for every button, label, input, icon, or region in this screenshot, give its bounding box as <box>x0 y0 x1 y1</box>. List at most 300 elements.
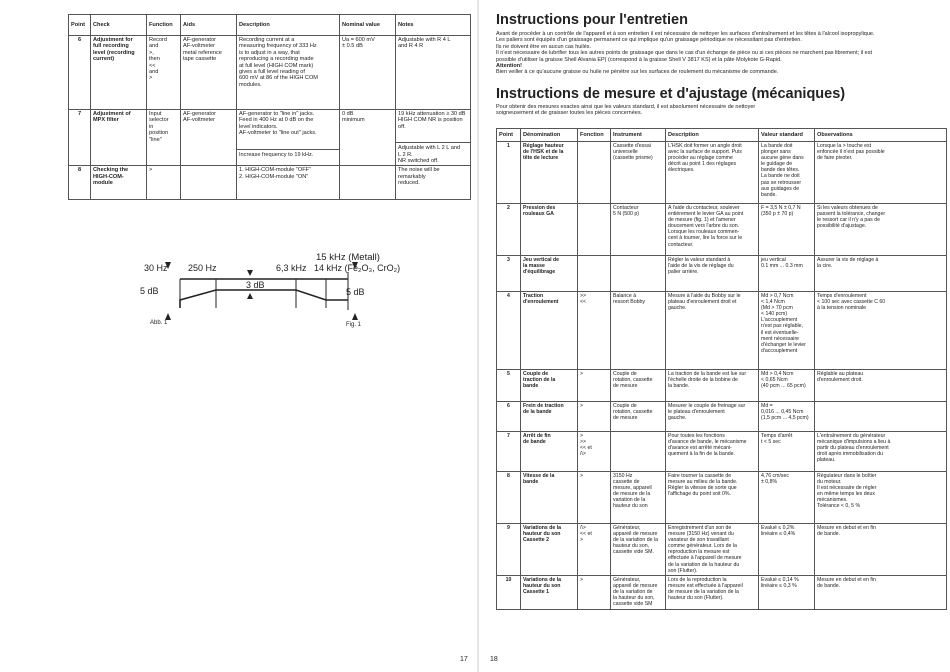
cell-point: 1 <box>497 142 521 204</box>
cell-line: linéaire ≤ 0,4% <box>761 531 796 538</box>
cell-line: modules. <box>239 81 262 88</box>
cell-line: Temps d'arrêt <box>761 433 793 439</box>
cell-line: de faire pivoter. <box>817 155 853 162</box>
cell-line: aucune gène dans <box>761 155 804 162</box>
cell-line: rotation, cassette <box>613 409 653 416</box>
cell-fonction <box>578 432 611 472</box>
cell-point: 4 <box>497 292 521 370</box>
cell-line: << <box>149 62 156 69</box>
cell-observations <box>815 142 947 204</box>
cell-line: > <box>580 433 584 439</box>
cell-line: Lorsque les rouleaux commen- <box>668 229 740 236</box>
cell-line: d'accouplement <box>761 347 798 354</box>
cell-line: > <box>149 167 153 174</box>
cell-instrument <box>611 204 666 256</box>
cell-line: Cassette d'essai <box>613 143 651 149</box>
cell-line: Réglage hauteur <box>523 143 564 149</box>
cell-point: 3 <box>497 256 521 292</box>
table-row <box>497 370 947 402</box>
cell-point: 2 <box>497 204 521 256</box>
cell-line: plateau d'enroulement droit et <box>668 299 737 306</box>
cell-line: son (Flutter). <box>668 567 698 574</box>
cell-denomination <box>521 432 578 472</box>
cell-line: > <box>149 75 153 82</box>
para1-line: Avant de procéder à un contrôle de l'appareil et à son entretien il est nécessaire de nettoyer les surfaces d'entraînement et les têtes à l'alcool isopropylique. <box>496 31 875 37</box>
cell-notes <box>396 166 471 200</box>
cell-point: 8 <box>69 166 91 200</box>
cell-line: and R 4 R <box>398 43 424 50</box>
cell-point: 7 <box>497 432 521 472</box>
cell-description <box>666 575 759 609</box>
cell-line: AF-voltmeter <box>183 43 216 50</box>
cell-line: > <box>580 403 584 409</box>
cell-line: traction de la <box>523 377 556 384</box>
cell-line: AF-voltmeter <box>183 117 216 124</box>
cell-line: is to adjust in a way, that <box>239 49 300 56</box>
col-point: Point <box>69 15 91 36</box>
cell-fonction <box>578 292 611 370</box>
cell-line: L'entraînement du générateur <box>817 433 886 439</box>
cell-line: de la variation de <box>613 588 653 595</box>
cell-description <box>666 402 759 432</box>
cell-fonction <box>578 256 611 292</box>
cell-line: MPX filter <box>93 117 119 124</box>
cell-line: HIGH COM NR is position off. <box>398 117 463 130</box>
cell-valeur <box>759 402 815 432</box>
cell-line: reduced. <box>398 180 420 187</box>
label-30hz: 30 Hz <box>144 263 168 273</box>
cell-line: la hauteur du son, <box>613 595 655 602</box>
cell-line: de la variation de la hauteur du <box>668 561 740 568</box>
col-fonction: Fonction <box>578 129 611 142</box>
cell-line: du moteur. <box>817 479 842 486</box>
arrow-3db-bottom <box>247 293 253 299</box>
cell-line: < 0,65 Ncm <box>761 377 788 384</box>
cell-line: hauteur du son <box>523 531 561 538</box>
cell-line: Mesurer le couple de freinage sur <box>668 403 746 409</box>
cell-line: (cassette prisme) <box>613 155 653 162</box>
cell-line: linéaire ≤ 0,3 % <box>761 582 797 589</box>
cell-line: 1. HIGH-COM-module "OFF" <box>239 167 312 174</box>
cell-line: metal reference <box>183 49 222 56</box>
cell-function <box>147 110 181 166</box>
cell-line: then <box>149 56 160 63</box>
cell-line: il est éventuelle- <box>761 329 799 336</box>
cell-description <box>237 110 340 166</box>
cell-line: plonger sans <box>761 149 791 156</box>
cell-line: ± 0,8% <box>761 479 778 486</box>
cell-line: variation de la <box>613 497 646 504</box>
cell-line: /\> <box>580 451 586 458</box>
cell-point: 7 <box>69 110 91 166</box>
col-function: Function <box>147 15 181 36</box>
col-check: Check <box>91 15 147 36</box>
cell-line: Jeu vertical de <box>523 257 560 263</box>
cell-instrument <box>611 472 666 524</box>
cell-line: ment nécessaire <box>761 335 800 342</box>
cell-line: F = 3,5 N ± 0,7 N <box>761 205 801 211</box>
title-entretien: Instructions pour l'entretien <box>496 12 688 28</box>
cell-line: contacteur. <box>668 241 694 248</box>
cell-line: (40 pcm ... 65 pcm) <box>761 383 806 390</box>
cell-line: Mesure en debut et en fin <box>817 525 876 531</box>
cell-line: Pression des <box>523 205 556 211</box>
cell-line: pas se retrousser <box>761 179 802 186</box>
cell-valeur <box>759 472 815 524</box>
cell-fonction <box>578 402 611 432</box>
table-row <box>497 575 947 609</box>
cell-line: reproducing a recording made <box>239 56 314 63</box>
cell-point: 9 <box>497 524 521 576</box>
cell-line: Lors de la reproduction la <box>668 576 727 583</box>
cell-line: d'enroulement <box>523 299 559 306</box>
cell-line: appareil de mesure <box>613 582 658 589</box>
cell-line: la masse <box>523 263 545 270</box>
cell-line: selector <box>149 117 169 124</box>
label-14khz: 14 kHz (Fe₂O₃, CrO₂) <box>314 263 401 273</box>
table-row <box>69 166 471 200</box>
cell-line: gives a full level reading of <box>239 69 305 76</box>
cell-line: de la variation de la <box>613 537 658 544</box>
cell-line: Couple de <box>613 371 637 377</box>
cell-line: l'échelle droite de la bobine de <box>668 377 738 384</box>
cell-denomination <box>521 292 578 370</box>
cell-line: le plateau d'enroulement <box>668 409 725 416</box>
cell-line: d'avance de bande, le mécanisme <box>668 439 747 446</box>
cell-line: Cassette 2 <box>523 537 549 544</box>
para1b-line: Bien veiller à ce qu'aucune graisse ou huile ne pénètre sur les surfaces de roulement du mécanisme de commande. <box>496 69 779 76</box>
label-15khz: 15 kHz (Metall) <box>316 252 380 263</box>
cell-line: 600 mV at 86 of the HIGH COM <box>239 75 318 82</box>
cell-line: La traction de la bande est lue sur <box>668 371 747 377</box>
cell-line: Tolérance < 0, 5 % <box>817 503 861 510</box>
table-row <box>497 402 947 432</box>
para-mesure <box>496 104 946 117</box>
cell-line: >, <box>149 49 154 56</box>
cell-line: de l'HSK et de la <box>523 149 564 156</box>
cell-line: The noise will be remarkably <box>398 167 440 180</box>
table-row <box>497 524 947 576</box>
cell-line: hauteur du son <box>613 503 648 510</box>
cell-notes <box>396 36 471 110</box>
cell-line: Temps d'enroulement <box>817 293 867 299</box>
cell-line: L'accouplement <box>761 317 798 324</box>
cell-line: Evalué ≤ 0,2% <box>761 525 795 531</box>
cell-line: enfoncée il n'est pas possible <box>817 149 885 156</box>
label-abb: Abb. 1 <box>150 320 168 326</box>
cell-line: comme générateur. Lors de la <box>668 543 737 550</box>
cell-line: 0 dB <box>342 111 354 117</box>
cell-line: doucement vers l'arbre du son. <box>668 223 740 230</box>
cell-line: full recording <box>93 43 129 50</box>
cell-point: 6 <box>69 36 91 110</box>
cell-line: AF-generator <box>183 37 216 43</box>
col-point: Point <box>497 129 521 142</box>
cell-line: effectuée à l'appareil de mesure <box>668 555 742 562</box>
cell-valeur <box>759 432 815 472</box>
cell-line: HIGH-COM- <box>93 173 124 180</box>
french-measure-table <box>496 128 947 610</box>
col-denomination: Dénomination <box>521 129 578 142</box>
cell-line: measuring frequency of 333 Hz <box>239 43 317 50</box>
col-description: Description <box>666 129 759 142</box>
cell-line: > <box>580 576 584 583</box>
cell-instrument <box>611 292 666 370</box>
cell-line: Lorsque la > touche est <box>817 143 872 149</box>
cell-line: current) <box>93 56 115 63</box>
table-row <box>497 204 947 256</box>
cell-line: Régler la vitesse de sorte que <box>668 485 737 492</box>
label-250hz: 250 Hz <box>188 263 217 273</box>
cell-line: avec la surface de support. Puis <box>668 149 742 156</box>
cell-fonction <box>578 575 611 609</box>
para2-line: Pour obtenir des mesures exactes ainsi que les valeurs standard, il est absolument nécessaire de nettoyer <box>496 104 756 110</box>
label-5db-left: 5 dB <box>140 286 159 296</box>
para1-line: Il n'est nécessaire de lubrifier tous les autres points de graissage que dans le cas d'un échange de pièce ou si ces pièces ne marchent pas librement; il est <box>496 50 873 57</box>
cell-observations <box>815 292 947 370</box>
cell-line: < 140 pcm) <box>761 311 788 318</box>
cell-description <box>666 370 759 402</box>
cell-denomination <box>521 256 578 292</box>
attention-label: Attention! <box>496 63 522 70</box>
col-description: Description <box>237 15 340 36</box>
para1-line: Ils ne doivent être en aucun cas huilés. <box>496 43 592 50</box>
cell-line: Si les valeurs obtenues de <box>817 205 878 211</box>
cell-denomination <box>521 204 578 256</box>
cell-aids <box>181 110 237 166</box>
cell-line: d'enroulement droit. <box>817 377 863 384</box>
cell-line: Input <box>149 111 162 117</box>
cell-line: jeu vertical <box>761 257 786 263</box>
cell-line: > <box>580 473 584 479</box>
cell-line: gauche. <box>668 305 687 312</box>
cell-line: module <box>93 180 113 187</box>
cell-denomination <box>521 472 578 524</box>
cell-instrument <box>611 575 666 609</box>
cell-line: d'équilibrage <box>523 269 556 276</box>
cell-denomination <box>521 142 578 204</box>
cell-line: Réglable au plateau <box>817 371 864 377</box>
cell-line: cassette vide SM. <box>613 549 654 556</box>
cell-line: mesure au milieu de la bande. <box>668 479 738 486</box>
cell-line: électriques. <box>668 167 695 174</box>
cell-line: << et <box>580 531 592 538</box>
cell-line: < 1,4 Ncm <box>761 299 785 306</box>
cell-line: rouleaux GA <box>523 211 554 218</box>
table-row <box>69 36 471 110</box>
cell-line: n'est pas réglable, <box>761 323 803 330</box>
cell-nominal <box>340 110 396 166</box>
cell-line: Générateur, <box>613 576 641 583</box>
cell-line: Increase frequency to 19 kHz. <box>239 151 314 158</box>
cell-line: mesure, appareil <box>613 485 652 492</box>
cell-line: mécanique d'impulsions a lieu à <box>817 439 891 446</box>
cell-line: >> <box>580 439 587 446</box>
table-row <box>497 432 947 472</box>
cell-line: mécanismes. <box>817 497 848 504</box>
cell-description <box>666 292 759 370</box>
cell-valeur <box>759 292 815 370</box>
cell-line: cent à tourner, lire la force sur le <box>668 235 743 242</box>
cell-line: hauteur du son (Flutter). <box>668 595 724 602</box>
cell-line: (1,5 pcm ... 4,5 pcm) <box>761 415 809 422</box>
cell-fonction <box>578 142 611 204</box>
cell-instrument <box>611 256 666 292</box>
cell-check <box>91 110 147 166</box>
cell-line: passent la tolérance, changer <box>817 211 886 218</box>
cell-valeur <box>759 524 815 576</box>
cell-line: Faire tourner la cassette de <box>668 473 732 479</box>
right-page <box>482 0 950 672</box>
cell-line: Couple de <box>523 371 549 377</box>
cell-line: Feed in 400 Hz at 0 dB on the <box>239 117 314 124</box>
frequency-response-figure <box>140 250 401 340</box>
cell-line: le ressort car il n'y a pas de <box>817 217 880 224</box>
arrow-3db-top <box>247 270 253 276</box>
cell-line: plateau. <box>817 457 836 464</box>
cell-observations <box>815 256 947 292</box>
cell-line: Md > 0,4 Ncm <box>761 371 794 377</box>
bottom-curve <box>180 290 348 308</box>
cell-line: de mesure <box>613 415 638 422</box>
cell-denomination <box>521 402 578 432</box>
cell-line: universelle <box>613 149 638 156</box>
cell-line: Md = <box>761 403 773 409</box>
col-instrument: Instrument <box>611 129 666 142</box>
cell-description <box>666 432 759 472</box>
cell-line: quement à la fin de la bande. <box>668 451 735 458</box>
cell-point: 10 <box>497 575 521 609</box>
cell-line: bande <box>523 479 539 486</box>
cell-line: ± 0.5 dB <box>342 43 363 50</box>
cell-line: Arrêt de fin <box>523 433 551 439</box>
cell-observations <box>815 524 947 576</box>
cell-valeur <box>759 370 815 402</box>
cell-valeur <box>759 142 815 204</box>
cell-line: hauteur du son <box>523 582 561 589</box>
cell-line: de mesure <box>613 383 638 390</box>
cell-valeur <box>759 256 815 292</box>
cell-line: Régulateur dans le boîtier <box>817 473 877 479</box>
cell-line: (Md > 70 pcm <box>761 305 793 312</box>
cell-line: Record <box>149 37 168 43</box>
cell-line: Régler la valeur standard à <box>668 257 731 263</box>
arrow-5db-right-bottom <box>352 313 358 320</box>
cell-line: Recording current at a <box>239 37 295 43</box>
cell-line: 5 N (500 p) <box>613 211 639 218</box>
page-number-right: 18 <box>490 656 498 663</box>
cell-line: appareil de mesure <box>613 531 658 538</box>
cell-line: en même temps les deux <box>817 491 875 498</box>
cell-line: Checking the <box>93 167 129 174</box>
table-header-row <box>69 15 471 36</box>
cell-line: Assurer la vis de réglage à <box>817 257 879 263</box>
cell-line: Variations de la <box>523 576 562 583</box>
cell-line: L 2 R. <box>398 151 413 158</box>
cell-line: hauteur du son, <box>613 543 650 550</box>
cell-line: at full level (HIGH COM mark) <box>239 62 314 69</box>
cell-point: 5 <box>497 370 521 402</box>
cell-line: Adjustable with L 2 L and <box>398 145 461 152</box>
cell-description <box>666 472 759 524</box>
cell-line: Pour toutes les fonctions <box>668 433 725 439</box>
col-nominal-value: Nominal value <box>340 15 396 36</box>
cell-line: Traction <box>523 293 544 299</box>
cell-line: 19 kHz attenuation ≥ 30 dB <box>398 111 466 117</box>
cell-line: de mesure (fig. 1) et l'amener <box>668 217 736 224</box>
english-check-table <box>68 14 471 200</box>
table-row <box>497 292 947 370</box>
cell-line: << <box>580 299 587 306</box>
cell-line: procéder au réglage comme <box>668 155 733 162</box>
cell-line: décrit au point 1 des réglages <box>668 161 737 168</box>
cell-line: Contacteur <box>613 205 639 211</box>
cell-line: >> <box>580 293 587 299</box>
cell-denomination <box>521 370 578 402</box>
cell-line: > <box>580 371 584 377</box>
cell-line: Ua = 600 mV <box>342 37 375 43</box>
cell-line: de bande. <box>817 531 841 538</box>
cell-line: d'échanger le levier <box>761 341 806 348</box>
cell-line: La bande doit <box>761 143 793 149</box>
cell-line: possibilité d'ajustage. <box>817 223 867 230</box>
cell-line: droit après immobilisation du <box>817 451 884 458</box>
page-number-left: 17 <box>460 656 468 663</box>
cell-fonction <box>578 204 611 256</box>
cell-line: 3150 Hz <box>613 473 633 479</box>
cell-aids <box>181 166 237 200</box>
cell-line: Frein de traction <box>523 403 564 409</box>
cell-line: mesure est effectuée à l'appareil <box>668 582 743 589</box>
cell-line: de bande. <box>817 582 841 589</box>
cell-denomination <box>521 524 578 576</box>
cell-line: Vitesse de la <box>523 473 555 479</box>
col-aids: Aids <box>181 15 237 36</box>
cell-line: tête de lecture <box>523 155 559 162</box>
cell-line: gauche. <box>668 415 687 422</box>
cell-line: position <box>149 130 169 137</box>
cell-line: Variations de la <box>523 525 562 531</box>
cell-line: minimum <box>342 117 365 124</box>
cell-line: partir du plateau d'enroulement <box>817 445 889 452</box>
cell-line: aux guidages de <box>761 185 800 192</box>
cell-instrument <box>611 402 666 432</box>
cell-line: AF-voltmeter to "line out" jacks. <box>239 130 317 137</box>
cell-line: << et <box>580 445 592 452</box>
col-valeur-standard: Valeur standard <box>759 129 815 142</box>
para1-line: possible d'utiliser la graisse Shell Alvania EP( (correspond à la graisse Shell V 3817 KS) et la pâte Molykote G-Rapid. <box>496 56 782 63</box>
cell-line: mesure (3150 Hz) venant du <box>668 531 734 538</box>
cell-line: bande. <box>761 191 777 198</box>
cell-separator <box>237 149 339 150</box>
cell-line: level (recording <box>93 49 135 56</box>
cell-spacer <box>239 137 337 149</box>
col-notes: Notes <box>396 15 471 36</box>
cell-instrument <box>611 370 666 402</box>
cell-line: palier arrière. <box>668 269 699 276</box>
cell-instrument <box>611 432 666 472</box>
label-3db: 3 dB <box>246 280 265 290</box>
cell-line: de mesure de la variation de la <box>668 588 739 595</box>
cell-line: à la tension nominale <box>817 305 867 312</box>
cell-line: Balance à <box>613 293 637 299</box>
cell-function <box>147 166 181 200</box>
cell-line: level indicators. <box>239 123 278 130</box>
cell-valeur <box>759 575 815 609</box>
cell-line: in <box>149 123 154 130</box>
cell-observations <box>815 432 947 472</box>
cell-line: A l'aide du contacteur, soulever <box>668 205 740 211</box>
